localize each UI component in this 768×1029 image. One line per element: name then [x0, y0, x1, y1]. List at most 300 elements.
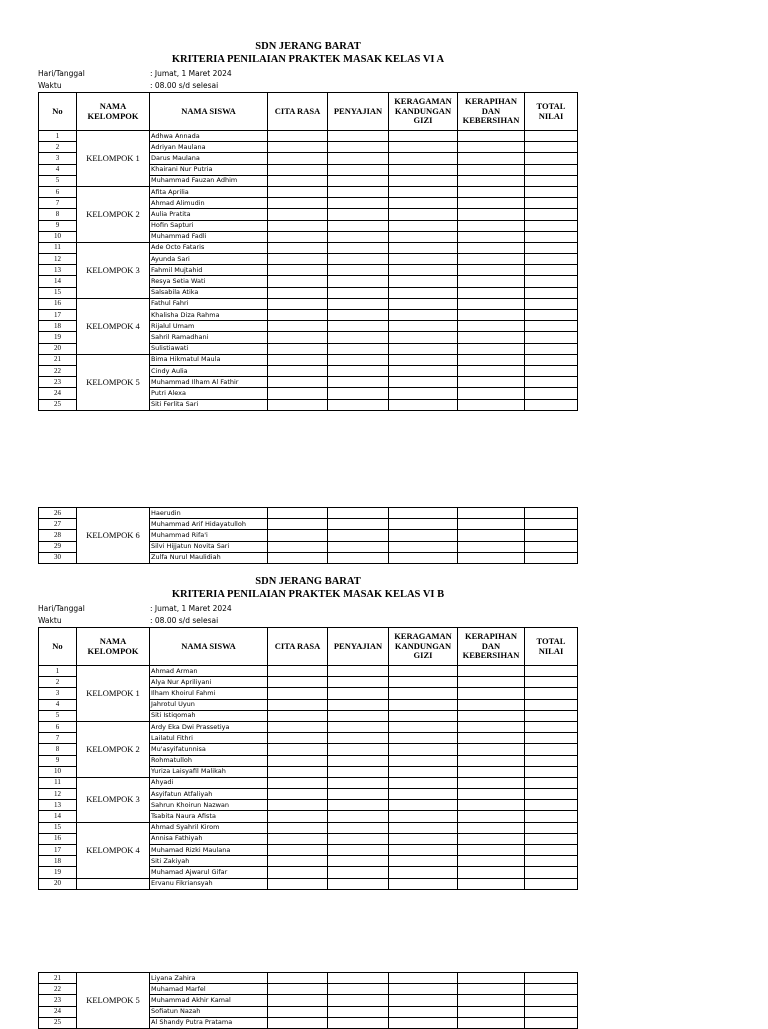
score-cell-cita[interactable]: [268, 153, 328, 164]
score-cell-keragaman[interactable]: [389, 755, 458, 766]
score-cell-cita[interactable]: [268, 733, 328, 744]
score-cell-penyajian[interactable]: [328, 310, 389, 321]
score-cell-keragaman[interactable]: [389, 332, 458, 343]
score-cell-penyajian[interactable]: [328, 541, 389, 552]
score-cell-kerapihan[interactable]: [458, 777, 525, 788]
score-cell-keragaman[interactable]: [389, 800, 458, 811]
group-name: KELOMPOK 1: [77, 131, 150, 187]
score-cell-total[interactable]: [525, 377, 578, 388]
score-cell-penyajian[interactable]: [328, 699, 389, 710]
score-cell-cita[interactable]: [268, 755, 328, 766]
score-cell-penyajian[interactable]: [328, 995, 389, 1006]
score-cell-penyajian[interactable]: [328, 365, 389, 376]
score-cell-cita[interactable]: [268, 777, 328, 788]
score-cell-total[interactable]: [525, 530, 578, 541]
score-cell-cita[interactable]: [268, 833, 328, 844]
score-cell-keragaman[interactable]: [389, 733, 458, 744]
score-cell-total[interactable]: [525, 254, 578, 265]
score-cell-total[interactable]: [525, 265, 578, 276]
score-cell-keragaman[interactable]: [389, 530, 458, 541]
score-cell-penyajian[interactable]: [328, 131, 389, 142]
score-cell-kerapihan[interactable]: [458, 310, 525, 321]
row-number: 24: [39, 1006, 77, 1017]
score-cell-kerapihan[interactable]: [458, 984, 525, 995]
score-cell-keragaman[interactable]: [389, 777, 458, 788]
score-cell-keragaman[interactable]: [389, 995, 458, 1006]
row-number: 28: [39, 530, 77, 541]
score-cell-cita[interactable]: [268, 1017, 328, 1028]
score-cell-cita[interactable]: [268, 220, 328, 231]
score-cell-penyajian[interactable]: [328, 552, 389, 563]
score-cell-kerapihan[interactable]: [458, 1017, 525, 1028]
score-cell-total[interactable]: [525, 388, 578, 399]
score-cell-total[interactable]: [525, 688, 578, 699]
score-cell-total[interactable]: [525, 310, 578, 321]
score-cell-cita[interactable]: [268, 666, 328, 677]
score-cell-penyajian[interactable]: [328, 845, 389, 856]
score-cell-penyajian[interactable]: [328, 343, 389, 354]
score-cell-cita[interactable]: [268, 995, 328, 1006]
score-cell-penyajian[interactable]: [328, 175, 389, 186]
score-cell-kerapihan[interactable]: [458, 153, 525, 164]
score-cell-total[interactable]: [525, 198, 578, 209]
score-cell-keragaman[interactable]: [389, 552, 458, 563]
score-cell-penyajian[interactable]: [328, 332, 389, 343]
score-cell-keragaman[interactable]: [389, 710, 458, 721]
score-cell-keragaman[interactable]: [389, 721, 458, 732]
score-cell-cita[interactable]: [268, 399, 328, 410]
score-cell-cita[interactable]: [268, 142, 328, 153]
score-cell-keragaman[interactable]: [389, 242, 458, 253]
score-cell-penyajian[interactable]: [328, 242, 389, 253]
score-cell-keragaman[interactable]: [389, 209, 458, 220]
score-cell-cita[interactable]: [268, 242, 328, 253]
score-cell-keragaman[interactable]: [389, 310, 458, 321]
score-cell-cita[interactable]: [268, 766, 328, 777]
score-cell-keragaman[interactable]: [389, 677, 458, 688]
score-cell-cita[interactable]: [268, 541, 328, 552]
score-cell-kerapihan[interactable]: [458, 677, 525, 688]
score-cell-total[interactable]: [525, 153, 578, 164]
score-cell-kerapihan[interactable]: [458, 995, 525, 1006]
group-name: KELOMPOK 4: [77, 822, 150, 878]
score-cell-keragaman[interactable]: [389, 231, 458, 242]
score-cell-total[interactable]: [525, 878, 578, 889]
score-cell-cita[interactable]: [268, 175, 328, 186]
score-cell-total[interactable]: [525, 777, 578, 788]
score-cell-keragaman[interactable]: [389, 399, 458, 410]
score-cell-kerapihan[interactable]: [458, 973, 525, 984]
score-cell-cita[interactable]: [268, 186, 328, 197]
row-number: 27: [39, 519, 77, 530]
score-cell-kerapihan[interactable]: [458, 833, 525, 844]
score-cell-keragaman[interactable]: [389, 833, 458, 844]
score-cell-keragaman[interactable]: [389, 519, 458, 530]
row-number: 13: [39, 265, 77, 276]
score-cell-kerapihan[interactable]: [458, 131, 525, 142]
score-cell-total[interactable]: [525, 677, 578, 688]
score-cell-total[interactable]: [525, 164, 578, 175]
score-cell-kerapihan[interactable]: [458, 530, 525, 541]
score-cell-penyajian[interactable]: [328, 254, 389, 265]
student-name: Siti Istiqomah: [150, 710, 268, 721]
score-cell-penyajian[interactable]: [328, 984, 389, 995]
score-cell-penyajian[interactable]: [328, 721, 389, 732]
score-cell-penyajian[interactable]: [328, 800, 389, 811]
score-cell-cita[interactable]: [268, 298, 328, 309]
score-cell-cita[interactable]: [268, 164, 328, 175]
score-cell-total[interactable]: [525, 755, 578, 766]
score-cell-cita[interactable]: [268, 789, 328, 800]
score-cell-penyajian[interactable]: [328, 1017, 389, 1028]
score-cell-penyajian[interactable]: [328, 321, 389, 332]
header-siswa: NAMA SISWA: [150, 628, 268, 666]
score-cell-kerapihan[interactable]: [458, 220, 525, 231]
score-cell-kerapihan[interactable]: [458, 164, 525, 175]
score-cell-keragaman[interactable]: [389, 265, 458, 276]
score-cell-cita[interactable]: [268, 856, 328, 867]
score-cell-keragaman[interactable]: [389, 365, 458, 376]
score-cell-penyajian[interactable]: [328, 833, 389, 844]
score-cell-kerapihan[interactable]: [458, 666, 525, 677]
score-cell-cita[interactable]: [268, 811, 328, 822]
score-cell-cita[interactable]: [268, 530, 328, 541]
score-cell-keragaman[interactable]: [389, 666, 458, 677]
score-cell-penyajian[interactable]: [328, 811, 389, 822]
score-cell-keragaman[interactable]: [389, 142, 458, 153]
score-cell-cita[interactable]: [268, 688, 328, 699]
row-number: 7: [39, 198, 77, 209]
score-cell-cita[interactable]: [268, 984, 328, 995]
score-cell-total[interactable]: [525, 131, 578, 142]
score-cell-kerapihan[interactable]: [458, 811, 525, 822]
score-cell-kerapihan[interactable]: [458, 519, 525, 530]
score-cell-kerapihan[interactable]: [458, 354, 525, 365]
score-cell-cita[interactable]: [268, 332, 328, 343]
score-cell-kerapihan[interactable]: [458, 399, 525, 410]
student-name: Cindy Aulia: [150, 365, 268, 376]
score-cell-keragaman[interactable]: [389, 541, 458, 552]
score-cell-total[interactable]: [525, 142, 578, 153]
score-cell-kerapihan[interactable]: [458, 800, 525, 811]
score-cell-cita[interactable]: [268, 254, 328, 265]
score-cell-total[interactable]: [525, 833, 578, 844]
score-cell-keragaman[interactable]: [389, 878, 458, 889]
student-name: Resya Setia Wati: [150, 276, 268, 287]
score-cell-total[interactable]: [525, 343, 578, 354]
score-cell-cita[interactable]: [268, 287, 328, 298]
score-cell-penyajian[interactable]: [328, 209, 389, 220]
score-cell-penyajian[interactable]: [328, 142, 389, 153]
score-cell-cita[interactable]: [268, 822, 328, 833]
score-cell-cita[interactable]: [268, 265, 328, 276]
score-cell-total[interactable]: [525, 552, 578, 563]
score-cell-kerapihan[interactable]: [458, 867, 525, 878]
score-cell-penyajian[interactable]: [328, 766, 389, 777]
score-cell-kerapihan[interactable]: [458, 175, 525, 186]
score-cell-keragaman[interactable]: [389, 153, 458, 164]
score-cell-total[interactable]: [525, 789, 578, 800]
score-cell-keragaman[interactable]: [389, 1017, 458, 1028]
score-cell-keragaman[interactable]: [389, 254, 458, 265]
score-cell-total[interactable]: [525, 354, 578, 365]
score-cell-kerapihan[interactable]: [458, 343, 525, 354]
score-cell-penyajian[interactable]: [328, 530, 389, 541]
score-cell-penyajian[interactable]: [328, 198, 389, 209]
score-cell-kerapihan[interactable]: [458, 688, 525, 699]
score-cell-keragaman[interactable]: [389, 131, 458, 142]
score-cell-cita[interactable]: [268, 198, 328, 209]
score-cell-kerapihan[interactable]: [458, 332, 525, 343]
score-cell-total[interactable]: [525, 721, 578, 732]
score-cell-kerapihan[interactable]: [458, 186, 525, 197]
score-cell-cita[interactable]: [268, 131, 328, 142]
score-cell-kerapihan[interactable]: [458, 721, 525, 732]
score-cell-keragaman[interactable]: [389, 984, 458, 995]
score-cell-kerapihan[interactable]: [458, 287, 525, 298]
score-cell-keragaman[interactable]: [389, 354, 458, 365]
score-cell-cita[interactable]: [268, 744, 328, 755]
score-cell-kerapihan[interactable]: [458, 699, 525, 710]
score-cell-penyajian[interactable]: [328, 733, 389, 744]
score-cell-cita[interactable]: [268, 388, 328, 399]
score-cell-penyajian[interactable]: [328, 789, 389, 800]
score-cell-keragaman[interactable]: [389, 822, 458, 833]
score-cell-total[interactable]: [525, 699, 578, 710]
score-cell-total[interactable]: [525, 811, 578, 822]
score-cell-kerapihan[interactable]: [458, 878, 525, 889]
score-table: [38, 627, 578, 890]
score-cell-cita[interactable]: [268, 354, 328, 365]
school-title: SDN JERANG BARAT: [255, 576, 361, 587]
score-cell-keragaman[interactable]: [389, 198, 458, 209]
row-number: 9: [39, 220, 77, 231]
score-cell-keragaman[interactable]: [389, 744, 458, 755]
score-cell-total[interactable]: [525, 321, 578, 332]
score-cell-penyajian[interactable]: [328, 1006, 389, 1017]
score-cell-cita[interactable]: [268, 365, 328, 376]
student-name: Sahrun Khoirun Nazwan: [150, 800, 268, 811]
score-cell-penyajian[interactable]: [328, 688, 389, 699]
score-cell-penyajian[interactable]: [328, 399, 389, 410]
score-cell-kerapihan[interactable]: [458, 298, 525, 309]
score-cell-penyajian[interactable]: [328, 755, 389, 766]
score-cell-kerapihan[interactable]: [458, 265, 525, 276]
score-cell-keragaman[interactable]: [389, 321, 458, 332]
score-cell-penyajian[interactable]: [328, 220, 389, 231]
group-name: KELOMPOK 1: [77, 666, 150, 722]
row-number: 22: [39, 365, 77, 376]
score-cell-keragaman[interactable]: [389, 377, 458, 388]
score-cell-kerapihan[interactable]: [458, 766, 525, 777]
score-cell-cita[interactable]: [268, 310, 328, 321]
score-cell-kerapihan[interactable]: [458, 198, 525, 209]
score-cell-keragaman[interactable]: [389, 276, 458, 287]
score-cell-penyajian[interactable]: [328, 186, 389, 197]
score-cell-penyajian[interactable]: [328, 973, 389, 984]
score-cell-keragaman[interactable]: [389, 688, 458, 699]
score-cell-keragaman[interactable]: [389, 811, 458, 822]
score-cell-cita[interactable]: [268, 377, 328, 388]
score-cell-kerapihan[interactable]: [458, 744, 525, 755]
score-cell-keragaman[interactable]: [389, 164, 458, 175]
score-cell-kerapihan[interactable]: [458, 822, 525, 833]
score-cell-total[interactable]: [525, 1006, 578, 1017]
score-cell-keragaman[interactable]: [389, 220, 458, 231]
score-cell-penyajian[interactable]: [328, 822, 389, 833]
score-cell-kerapihan[interactable]: [458, 508, 525, 519]
score-cell-total[interactable]: [525, 995, 578, 1006]
score-cell-total[interactable]: [525, 332, 578, 343]
score-cell-penyajian[interactable]: [328, 354, 389, 365]
score-cell-kerapihan[interactable]: [458, 845, 525, 856]
score-cell-total[interactable]: [525, 800, 578, 811]
score-cell-keragaman[interactable]: [389, 845, 458, 856]
score-cell-total[interactable]: [525, 287, 578, 298]
score-cell-total[interactable]: [525, 744, 578, 755]
score-cell-cita[interactable]: [268, 231, 328, 242]
score-cell-total[interactable]: [525, 710, 578, 721]
score-cell-total[interactable]: [525, 845, 578, 856]
score-cell-kerapihan[interactable]: [458, 388, 525, 399]
score-cell-total[interactable]: [525, 733, 578, 744]
score-cell-keragaman[interactable]: [389, 789, 458, 800]
score-cell-kerapihan[interactable]: [458, 377, 525, 388]
score-cell-kerapihan[interactable]: [458, 755, 525, 766]
score-cell-kerapihan[interactable]: [458, 789, 525, 800]
score-cell-keragaman[interactable]: [389, 973, 458, 984]
score-cell-total[interactable]: [525, 220, 578, 231]
score-cell-kerapihan[interactable]: [458, 209, 525, 220]
score-cell-kerapihan[interactable]: [458, 541, 525, 552]
header-kerapihan: KERAPIHAN DAN KEBERSIHAN: [458, 93, 525, 131]
score-cell-penyajian[interactable]: [328, 878, 389, 889]
score-cell-penyajian[interactable]: [328, 744, 389, 755]
score-cell-keragaman[interactable]: [389, 508, 458, 519]
score-cell-kerapihan[interactable]: [458, 142, 525, 153]
score-cell-keragaman[interactable]: [389, 1006, 458, 1017]
score-cell-penyajian[interactable]: [328, 276, 389, 287]
score-cell-penyajian[interactable]: [328, 666, 389, 677]
score-cell-keragaman[interactable]: [389, 186, 458, 197]
score-cell-keragaman[interactable]: [389, 388, 458, 399]
score-cell-penyajian[interactable]: [328, 377, 389, 388]
score-cell-cita[interactable]: [268, 209, 328, 220]
score-cell-keragaman[interactable]: [389, 856, 458, 867]
score-cell-total[interactable]: [525, 298, 578, 309]
score-cell-penyajian[interactable]: [328, 388, 389, 399]
score-cell-cita[interactable]: [268, 321, 328, 332]
score-cell-kerapihan[interactable]: [458, 276, 525, 287]
score-cell-penyajian[interactable]: [328, 265, 389, 276]
score-cell-cita[interactable]: [268, 973, 328, 984]
row-number: 16: [39, 298, 77, 309]
row-number: 11: [39, 242, 77, 253]
score-cell-total[interactable]: [525, 867, 578, 878]
time-label: Waktu: [38, 616, 62, 625]
score-cell-total[interactable]: [525, 209, 578, 220]
score-cell-total[interactable]: [525, 666, 578, 677]
score-cell-kerapihan[interactable]: [458, 254, 525, 265]
score-cell-kerapihan[interactable]: [458, 321, 525, 332]
score-cell-penyajian[interactable]: [328, 287, 389, 298]
score-cell-keragaman[interactable]: [389, 298, 458, 309]
score-cell-total[interactable]: [525, 519, 578, 530]
score-cell-kerapihan[interactable]: [458, 231, 525, 242]
score-cell-keragaman[interactable]: [389, 766, 458, 777]
score-cell-total[interactable]: [525, 242, 578, 253]
score-cell-total[interactable]: [525, 766, 578, 777]
score-cell-keragaman[interactable]: [389, 175, 458, 186]
score-cell-keragaman[interactable]: [389, 287, 458, 298]
score-cell-penyajian[interactable]: [328, 298, 389, 309]
score-cell-cita[interactable]: [268, 519, 328, 530]
score-cell-cita[interactable]: [268, 552, 328, 563]
score-cell-kerapihan[interactable]: [458, 856, 525, 867]
score-cell-kerapihan[interactable]: [458, 1006, 525, 1017]
score-cell-cita[interactable]: [268, 845, 328, 856]
score-cell-cita[interactable]: [268, 721, 328, 732]
score-cell-penyajian[interactable]: [328, 867, 389, 878]
score-cell-cita[interactable]: [268, 1006, 328, 1017]
student-name: Yuriza Laisyafil Malikah: [150, 766, 268, 777]
student-name: Putri Alexa: [150, 388, 268, 399]
score-cell-total[interactable]: [525, 231, 578, 242]
score-cell-keragaman[interactable]: [389, 699, 458, 710]
score-cell-penyajian[interactable]: [328, 710, 389, 721]
score-cell-cita[interactable]: [268, 878, 328, 889]
score-cell-total[interactable]: [525, 973, 578, 984]
score-cell-penyajian[interactable]: [328, 519, 389, 530]
group-name: KELOMPOK 2: [77, 721, 150, 777]
score-cell-total[interactable]: [525, 186, 578, 197]
score-cell-penyajian[interactable]: [328, 677, 389, 688]
score-cell-cita[interactable]: [268, 800, 328, 811]
score-cell-cita[interactable]: [268, 276, 328, 287]
score-cell-cita[interactable]: [268, 699, 328, 710]
score-cell-penyajian[interactable]: [328, 508, 389, 519]
score-cell-total[interactable]: [525, 365, 578, 376]
score-cell-penyajian[interactable]: [328, 153, 389, 164]
score-cell-total[interactable]: [525, 822, 578, 833]
score-cell-total[interactable]: [525, 276, 578, 287]
score-cell-total[interactable]: [525, 541, 578, 552]
score-cell-total[interactable]: [525, 175, 578, 186]
score-cell-kerapihan[interactable]: [458, 733, 525, 744]
score-cell-cita[interactable]: [268, 710, 328, 721]
score-cell-total[interactable]: [525, 856, 578, 867]
score-cell-total[interactable]: [525, 984, 578, 995]
score-cell-cita[interactable]: [268, 867, 328, 878]
score-cell-total[interactable]: [525, 508, 578, 519]
score-cell-penyajian[interactable]: [328, 856, 389, 867]
score-cell-total[interactable]: [525, 1017, 578, 1028]
score-cell-kerapihan[interactable]: [458, 552, 525, 563]
score-cell-kerapihan[interactable]: [458, 710, 525, 721]
score-cell-cita[interactable]: [268, 343, 328, 354]
score-cell-cita[interactable]: [268, 677, 328, 688]
score-cell-keragaman[interactable]: [389, 867, 458, 878]
score-cell-penyajian[interactable]: [328, 231, 389, 242]
score-cell-kerapihan[interactable]: [458, 365, 525, 376]
score-cell-penyajian[interactable]: [328, 777, 389, 788]
score-cell-total[interactable]: [525, 399, 578, 410]
row-number: 10: [39, 766, 77, 777]
score-cell-cita[interactable]: [268, 508, 328, 519]
score-cell-kerapihan[interactable]: [458, 242, 525, 253]
score-cell-keragaman[interactable]: [389, 343, 458, 354]
score-cell-penyajian[interactable]: [328, 164, 389, 175]
